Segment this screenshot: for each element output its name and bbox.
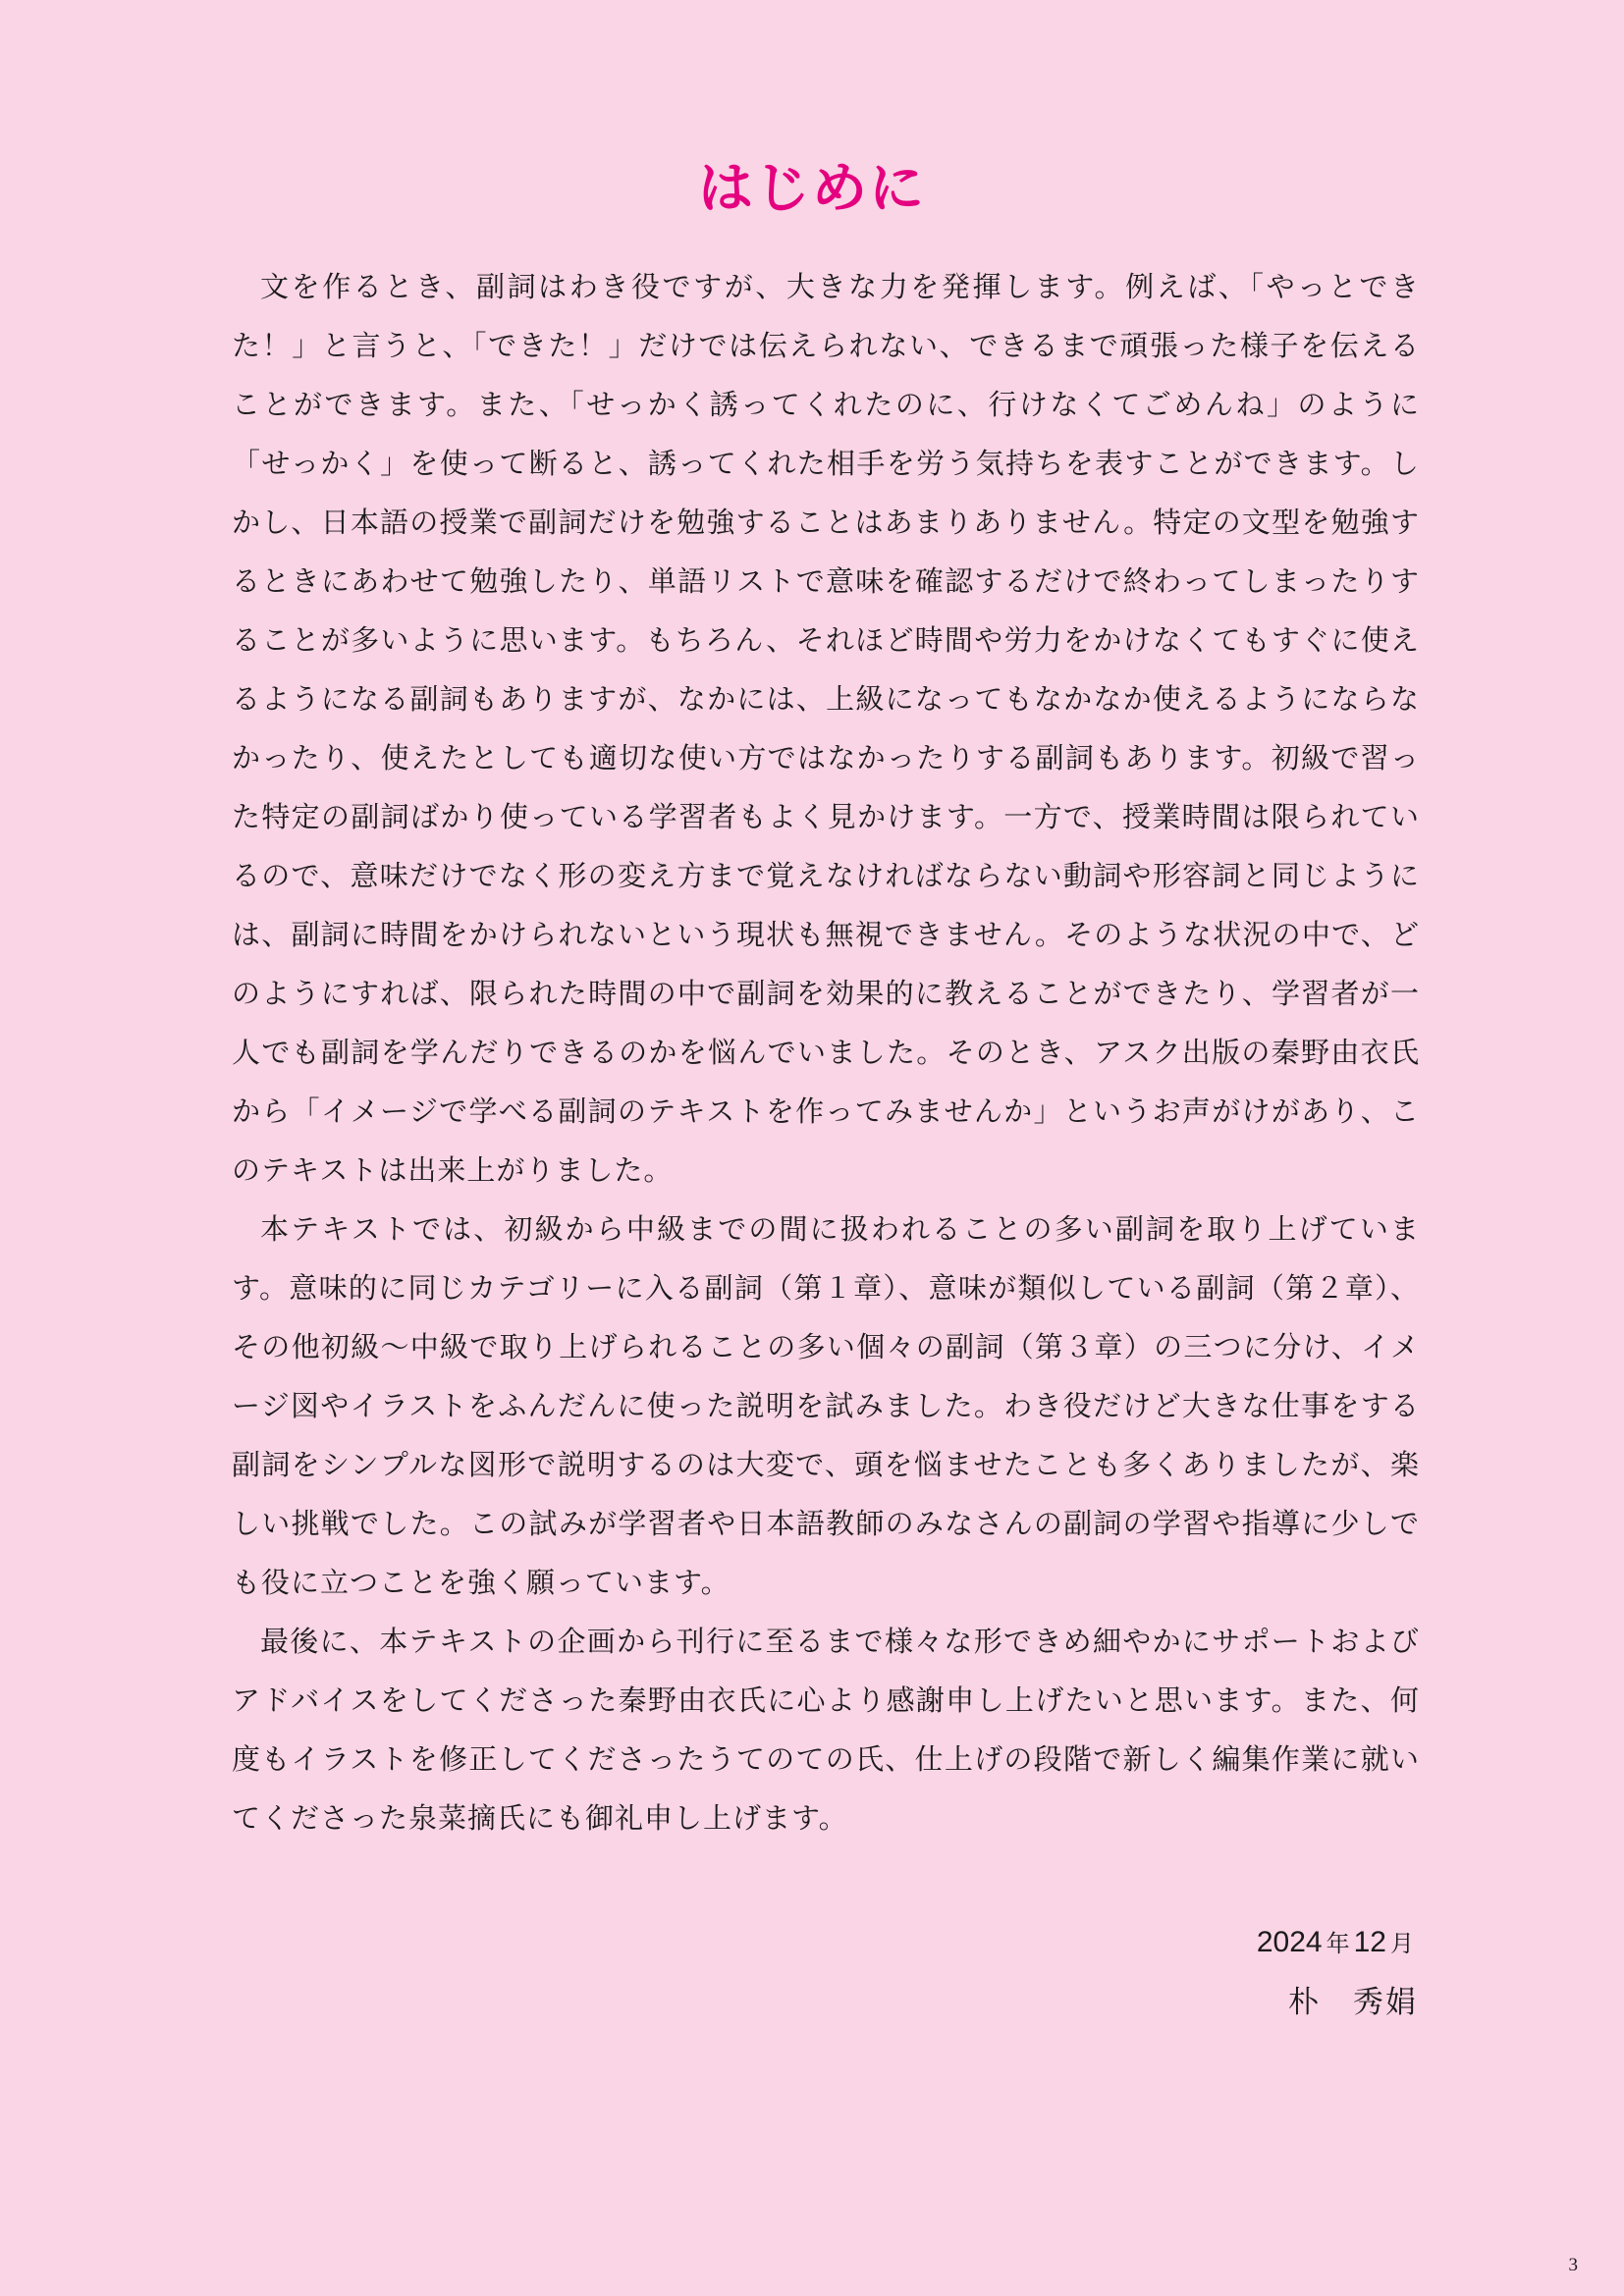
signature-month-unit: 月: [1390, 1930, 1414, 1957]
signature-year: 2024: [1256, 1926, 1323, 1958]
signature-date: [1257, 1912, 1418, 1973]
signature-author: 朴 秀娟: [1288, 1985, 1418, 2020]
body-text: [232, 257, 1420, 1847]
paragraph-contents: 本テキストでは、初級から中級までの間に扱われることの多い副詞を取り上げています。意味的に同じカテゴリーに入る副詞（第１章）、意味が類似している副詞（第２章）、その他初級～中級で取り上げられることの多い個々の副詞（第３章）の三つに分け、イメージ図やイラストをふんだんに使った説明を試みました。わき役だけど大きな仕事をする副詞をシンプルな図形で説明するのは大変で、頭を悩ませたことも多くありましたが、楽しい挑戦でした。この試みが学習者や日本語教師のみなさんの副詞の学習や指導に少しでも役に立つことを強く願っています。: [232, 1212, 1420, 1599]
signature-month: 12: [1353, 1926, 1386, 1958]
page-number: 3: [1568, 2255, 1578, 2275]
page-title: はじめに: [698, 157, 926, 221]
signature-year-unit: 年: [1326, 1930, 1350, 1957]
signature-block: [1257, 1912, 1418, 2032]
paragraph-acknowledgements: 最後に、本テキストの企画から刊行に至るまで様々な形できめ細やかにサポートおよびアドバイスをしてくださった秦野由衣氏に心より感謝申し上げたいと思います。また、何度もイラストを修正してくださったうてのての氏、仕上げの段階で新しく編集作業に就いてくださった泉菜摘氏にも御礼申し上げます。: [232, 1625, 1420, 1835]
paragraph-intro: 文を作るとき、副詞はわき役ですが、大きな力を発揮します。例えば、「やっとできた！」と言うと、「できた！」だけでは伝えられない、できるまで頑張った様子を伝えることができます。また、「せっかく誘ってくれたのに、行けなくてごめんね」のように「せっかく」を使って断ると、誘ってくれた相手を労う気持ちを表すことができます。しかし、日本語の授業で副詞だけを勉強することはあまりありません。特定の文型を勉強するときにあわせて勉強したり、単語リストで意味を確認するだけで終わってしまったりすることが多いように思います。もちろん、それほど時間や労力をかけなくてもすぐに使えるようになる副詞もありますが、なかには、上級になってもなかなか使えるようにならなかったり、使えたとしても適切な使い方ではなかったりする副詞もあります。初級で習った特定の副詞ばかり使っている学習者もよく見かけます。一方で、授業時間は限られているので、意味だけでなく形の変え方まで覚えなければならない動詞や形容詞と同じようには、副詞に時間をかけられないという現状も無視できません。そのような状況の中で、どのようにすれば、限られた時間の中で副詞を効果的に教えることができたり、学習者が一人でも副詞を学んだりできるのかを悩んでいました。そのとき、アスク出版の秦野由衣氏から「イメージで学べる副詞のテキストを作ってみませんか」というお声がけがあり、このテキストは出来上がりました。: [232, 270, 1420, 1187]
